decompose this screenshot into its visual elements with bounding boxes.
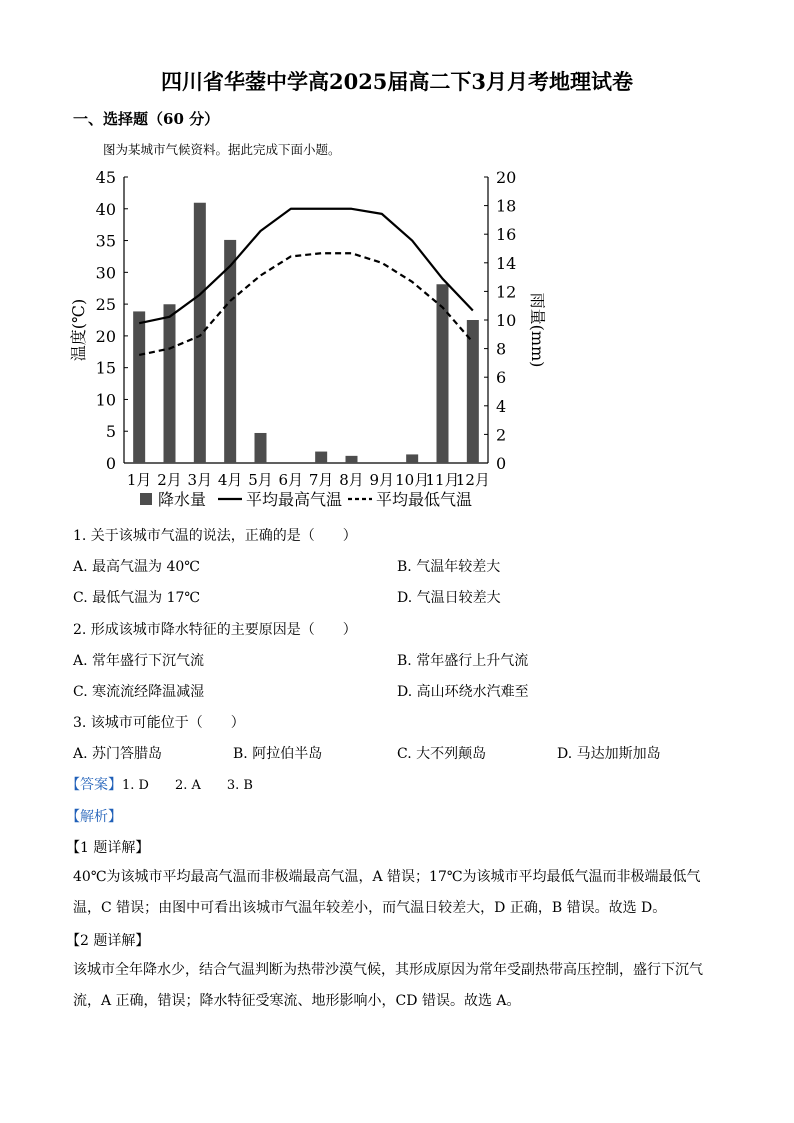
right-tick-label: 2 (496, 425, 507, 445)
precipitation-bar (467, 320, 479, 463)
x-tick-label: 6月 (278, 471, 304, 489)
x-tick-label: 12月 (455, 471, 490, 489)
legend-label-max: 平均最高气温 (246, 490, 343, 509)
question-3-option-a: A. 苏门答腊岛 (73, 746, 163, 762)
precipitation-bar (315, 452, 327, 463)
answer-values: 1. D 2. A 3. B (122, 778, 253, 793)
legend-label-precip: 降水量 (158, 490, 207, 509)
precipitation-bar (346, 456, 358, 463)
right-tick-label: 8 (496, 339, 507, 359)
right-tick-label: 18 (496, 196, 517, 216)
answer-line (66, 774, 253, 794)
x-tick-label: 8月 (339, 471, 364, 489)
right-axis-title: 雨量(mm) (528, 292, 547, 368)
question-2-option-c: C. 寒流流经降温减湿 (73, 684, 205, 700)
x-tick-label: 5月 (248, 471, 273, 489)
avg-min-temp-line (139, 253, 473, 355)
precipitation-bar (194, 203, 206, 463)
question-3-option-c: C. 大不列颠岛 (397, 746, 487, 762)
x-tick-label: 3月 (187, 471, 213, 489)
question-1-option-b: B. 气温年较差大 (397, 559, 501, 575)
question-1-stem: 1. 关于该城市气温的说法，正确的是（ ） (73, 528, 357, 544)
question-3-stem: 3. 该城市可能位于（ ） (73, 715, 245, 731)
x-tick-label: 11月 (425, 471, 460, 489)
precipitation-bar (224, 240, 236, 463)
question-2-option-b: B. 常年盛行上升气流 (397, 653, 529, 669)
precipitation-bar (255, 433, 267, 463)
right-tick-label: 14 (496, 253, 517, 273)
precipitation-bar (133, 311, 145, 463)
precipitation-bar (437, 284, 449, 463)
question-1-option-d: D. 气温日较差大 (397, 590, 501, 606)
q2-detail-text: 该城市全年降水少，结合气温判断为热带沙漠气候，其形成原因为常年受副热带高压控制，盛行下沉气流，A 正确，错误；降水特征受寒流、地形影响小，CD 错误。故选 A。 (73, 962, 703, 1009)
x-tick-label: 10月 (395, 471, 430, 489)
left-tick-label: 35 (95, 231, 116, 251)
right-tick-label: 16 (496, 225, 517, 245)
q1-detail-heading: 【1 题详解】 (66, 840, 150, 856)
x-tick-label: 9月 (369, 471, 395, 489)
avg-max-temp-line (139, 209, 473, 323)
question-intro: 图为某城市气候资料。据此完成下面小题。 (103, 142, 341, 157)
question-2-option-d: D. 高山环绕水汽难至 (397, 684, 529, 700)
left-axis-title: 温度(℃) (69, 298, 88, 362)
right-tick-label: 0 (496, 454, 507, 473)
right-tick-label: 6 (496, 368, 507, 388)
answer-tag: 【答案】 (66, 777, 122, 793)
question-2-option-a: A. 常年盛行下沉气流 (73, 653, 205, 669)
question-1-option-a: A. 最高气温为 40℃ (73, 559, 200, 575)
right-tick-label: 10 (496, 311, 517, 330)
question-3-option-b: B. 阿拉伯半岛 (233, 746, 323, 762)
q2-detail-heading: 【2 题详解】 (66, 933, 150, 949)
x-tick-label: 1月 (126, 471, 152, 489)
question-1-option-c: C. 最低气温为 17℃ (73, 590, 201, 606)
left-tick-label: 5 (105, 422, 116, 442)
question-3-option-d: D. 马达加斯加岛 (557, 746, 661, 762)
question-2-stem: 2. 形成该城市降水特征的主要原因是（ ） (73, 622, 357, 638)
left-tick-label: 15 (95, 358, 116, 378)
left-tick-label: 10 (95, 390, 116, 410)
precipitation-bar (164, 304, 176, 463)
left-tick-label: 45 (95, 168, 116, 187)
x-tick-label: 2月 (157, 471, 182, 489)
right-tick-label: 20 (496, 168, 517, 187)
left-tick-label: 25 (95, 295, 116, 315)
left-tick-label: 20 (95, 326, 116, 346)
x-tick-label: 7月 (308, 471, 334, 489)
page-title: 四川省华蓥中学高2025届高二下3月月考地理试卷 (160, 69, 634, 94)
left-tick-label: 30 (95, 263, 116, 283)
analysis-tag: 【解析】 (66, 809, 122, 825)
left-tick-label: 40 (95, 199, 116, 219)
q1-detail-text: 40℃为该城市平均最高气温而非极端最高气温，A 错误；17℃为该城市平均最低气温而非极端最低气温，C 错误；由图中可看出该城市气温年较差小，而气温日较差大，D 正确，B 错误。故选 D。 (73, 869, 701, 916)
legend-bar-swatch (140, 493, 152, 505)
x-tick-label: 4月 (217, 471, 243, 489)
precipitation-bar (406, 454, 418, 463)
right-tick-label: 4 (496, 396, 507, 416)
climate-chart (0, 160, 794, 540)
section-heading: 一、选择题（60 分） (73, 110, 220, 128)
legend-label-min: 平均最低气温 (376, 490, 473, 509)
left-tick-label: 0 (105, 454, 116, 473)
right-tick-label: 12 (496, 282, 517, 302)
